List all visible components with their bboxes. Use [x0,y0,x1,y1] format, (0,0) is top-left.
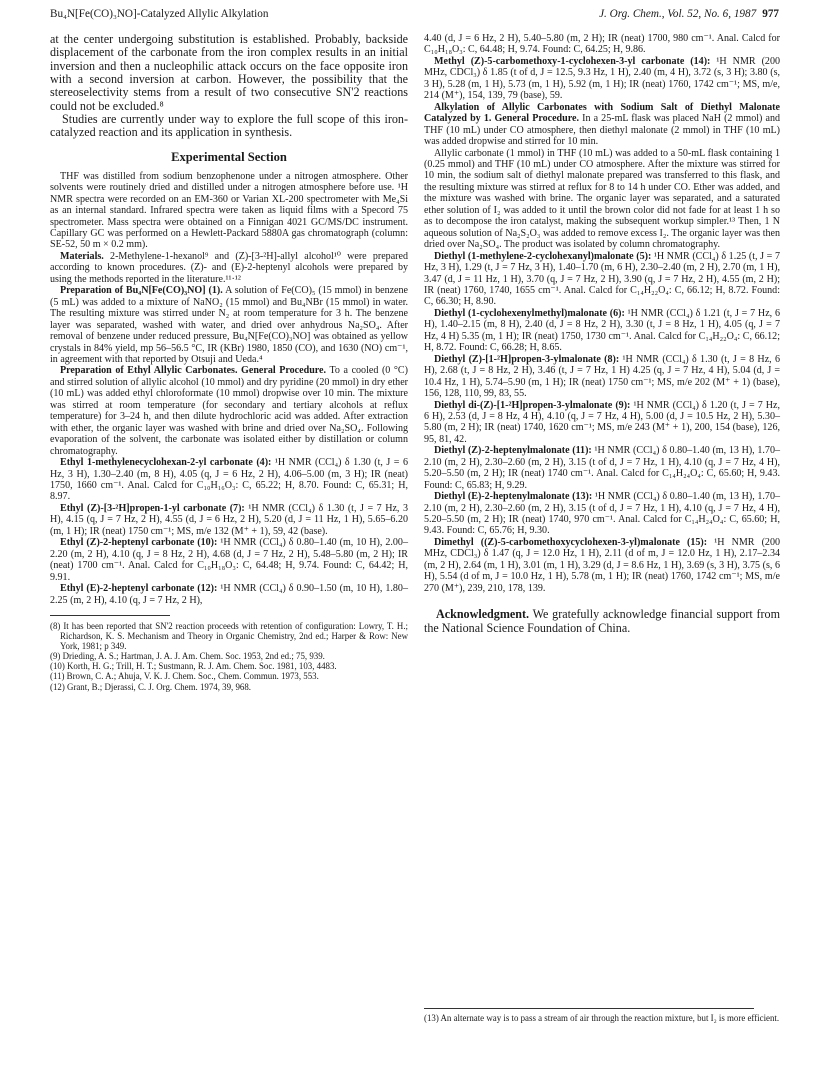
journal-citation: J. Org. Chem., Vol. 52, No. 6, 1987 [599,8,757,20]
footnote: (9) Drieding, A. S.; Hartman, J. A. J. Am. Chem. Soc. 1953, 2nd ed.; 75, 939. [50,651,325,662]
paragraph-materials [50,251,408,285]
acknowledgment-text: We gratefully acknowledge financial support from the National Science Foundation of China. [424,607,780,635]
compound-data: ¹H NMR (CCl₄) δ 1.30 (t, J = 7 Hz, 3 H), 4.15 (q, J = 7 Hz, 2 H), 4.55 (d, J = 6 Hz, 2 H), 5.20 (d, J = 11 Hz, 1 H), 5.65–6.20 (m, 1 H); IR (neat) 1750 cm⁻¹; MS, m/e 132 (M⁺ + 1), 59, 42 (base). [50,502,409,537]
paragraph-continued [424,33,780,56]
compound-name: Ethyl (Z)-2-heptenyl carbonate (10): [60,537,218,549]
compound-data: ¹H NMR (CCl₄) δ 0.90–1.50 (m, 10 H), 1.80–2.25 (m, 2 H), 4.10 (q, J = 7 Hz, 2 H), [50,583,408,606]
body-paragraph: at the center undergoing substitution is established. Probably, backside displacement of the carbonate from the iron complex results in an initial inversion and then a nucleophilic attack occurs on the face opposite iron with a second inversion at carbon. However, the possibility that the stereoselectivity stems from a result of two consecutive SN'2 reactions could not be excluded.⁸ [50,32,408,113]
footnote: (10) Korth, H. G.; Trill, H. T.; Sustmann, R. J. Am. Chem. Soc. 1981, 103, 4483. [50,661,337,672]
footnote-divider [424,1008,754,1009]
right-footnotes [424,1008,780,1023]
compound-data: ¹H NMR (200 MHz, CDCl₃) δ 1.85 (t of d, J = 12.5, 9.3 Hz, 1 H), 2.40 (m, 4 H), 3.72 (s, 3 H); 3.80 (s, 3 H), 5.28 (m, 1 H), 5.73 (m, 1 H), 5.92 (m, 1 H); IR (neat) 1760, 1742 cm⁻¹; MS, m/e, 214 (M⁺), 154, 139, 79 (base), 59. [424,55,780,102]
compound-name: Ethyl (Z)-[3-²H]propen-1-yl carbonate (7): [60,502,245,514]
paragraph-compound-10 [50,537,408,583]
compound-name: Dimethyl ((Z)-5-carbomethoxycyclohexen-3-yl)malonate (15): [434,536,708,548]
body-paragraph: Studies are currently under way to explore the full scope of this iron-catalyzed reaction and its application in synthesis. [50,112,408,140]
paragraph-compound-7 [50,503,408,537]
paragraph-head: Materials. [60,250,104,262]
running-head [50,8,779,24]
footnote: (11) Brown, C. A.; Ahuja, V. K. J. Chem. Soc., Chem. Commun. 1973, 553. [50,671,319,682]
compound-name: Diethyl (1-cyclohexenylmethyl)malonate (6): [434,307,625,319]
compound-data: ¹H NMR (CCl₄) δ 1.30 (t, J = 6 Hz, 3 H), 1.30–2.40 (m, 8 H), 4.05 (q, J = 6 Hz, 2 H), 4.06–5.00 (m, 3 H); IR (neat) 1750, 1660 cm⁻¹. Anal. Calcd for C₁₀H₁₆O₃: C, 65.22; H, 8.70. Found: C, 65.31; H, 8.97. [50,457,408,503]
acknowledgment-head: Acknowledgment. [436,607,530,622]
compound-name: Diethyl (1-methylene-2-cyclohexanyl)malonate (5): [434,250,652,262]
paragraph-prep-1 [50,285,408,365]
paragraph-compound-9 [424,400,780,446]
paragraph-compound-15 [424,537,780,594]
compound-data: ¹H NMR (CCl₄) δ 0.80–1.40 (m, 13 H), 1.70–2.10 (m, 2 H), 2.30–2.60 (m, 2 H), 3.15 (t of d, J = 7 Hz, 1 H), 4.10 (q, J = 7 Hz, 4 H), 5.20–5.50 (m, 2 H); IR (neat) 1740, 970 cm⁻¹. Anal. Calcd for C₁₄H₂₄O₄: C, 65.60; H, 9.43. Found: C, 65.76; H, 9.30. [424,491,780,537]
footnotes [50,621,408,692]
footnote: (13) An alternate way is to pass a stream of air through the reaction mixture, but I₂ is more efficient. [424,1013,780,1023]
paragraph-compound-11 [424,445,780,491]
paragraph-text: To a cooled (0 °C) and stirred solution of allylic alcohol (10 mmol) and dry pyridine (20 mmol) in dry ether (10 mL) was added ethyl chloroformate (10 mmol) dropwise over 10 min. The mixture was stirred at room temperature (for secondary and tertiary alcohols at reflux temperature) for 3–24 h, and then dilute hydrochloric acid was added. After extraction with ether, the organic layer was washed with brine and dried over Na₂SO₄. Following evaporation of the solvent, the carbonate was isolated either by distillation or column chromatography. [50,365,408,457]
paragraph-compound-6 [424,308,780,354]
paragraph-head: Alkylation of Allylic Carbonates with Sodium Salt of Diethyl Malonate Catalyzed by 1. General Procedure. [424,101,780,125]
footnote: (8) It has been reported that SN'2 reaction proceeds with retention of configuration: Lowry, T. H.; Richardson, K. S. Mechanism and Theory in Organic Chemistry, 2nd ed.; Harper & Row: New York, 1981; p 349. [50,620,408,652]
compound-data: ¹H NMR (200 MHz, CDCl₃) δ 1.47 (q, J = 12.0 Hz, 1 H), 2.11 (d of m, J = 12.0 Hz, 1 H), 2.17–2.34 (m, 2 H), 2.64 (m, 1 H), 3.01 (m, 1 H), 3.29 (d, J = 8.6 Hz, 1 H), 3.69 (s, 3 H), 3.75 (s, 6 H), 5.54 (d of m, J = 10.0 Hz, 1 H), 5.78 (m, 1 H); IR (neat) 1760, 1742 cm⁻¹; MS, m/e 270 (M⁺), 239, 210, 178, 139. [424,536,781,594]
footnote-divider [50,615,170,616]
paragraph-head: Preparation of Bu₄N[Fe(CO)₃NO] (1). [60,285,223,297]
paragraph-compound-13 [424,491,780,537]
paragraph-text: In a 25-mL flask was placed NaH (2 mmol) and THF (10 mL) under CO atmosphere, then diethyl malonate (2 mmol) in THF (10 mL) was added dropwise and stirred for 10 min. [424,113,780,148]
compound-name: Methyl (Z)-5-carbomethoxy-1-cyclohexen-3-yl carbonate (14): [434,55,711,67]
compound-name: Ethyl 1-methylenecyclohexan-2-yl carbonate (4): [60,457,272,469]
paragraph-compound-5 [424,251,780,308]
compound-data: ¹H NMR (CCl₄) δ 1.20 (t, J = 7 Hz, 6 H), 2.53 (d, J = 8 Hz, 4 H), 4.10 (q, J = 7 Hz, 4 H), 5.00 (d, J = 10.5 Hz, 2 H), 5.30–5.80 (m, 2 H); IR (neat) 1740, 1620 cm⁻¹; MS, m/e 243 (M⁺ + 1), 200, 154 (base), 126, 95, 81, 42. [424,399,780,445]
paragraph-prep-carbonates [50,365,408,457]
paragraph-general [50,171,408,251]
running-head-title: Bu₄N[Fe(CO)₃NO]-Catalyzed Allylic Alkylation [50,8,269,20]
paragraph-head: Preparation of Ethyl Allylic Carbonates. General Procedure. [60,365,327,377]
paragraph-alkylation [424,102,780,148]
paragraph-alkylation-2 [424,148,780,251]
paragraph-text: THF was distilled from sodium benzophenone under a nitrogen atmosphere. Other solvents were routinely dried and distilled under a nitrogen atmosphere before use. ¹H NMR spectra were recorded on an EM-360 or Varian XL-200 spectrometer with Me₄Si as an internal standard. Infrared spectra were taken as liquid films with a Specord 75 spectrometer. Mass spectra were obtained on a Finnigan 4021 GC/MS/DC instrument. Capillary GC was performed on a Hewlett-Packard 5880A gas chromatograph (column: SE-52, 50 m × 0.2 mm). [50,170,408,251]
paragraph-compound-12 [50,583,408,606]
compound-data: ¹H NMR (CCl₄) δ 1.21 (t, J = 7 Hz, 6 H), 1.40–2.15 (m, 8 H), 2.40 (d, J = 8 Hz, 2 H), 3.30 (t, J = 8 Hz, 1 H), 4.05 (q, J = 7 Hz, 4 H) 5.35 (m, 1 H); IR (neat) 1750, 1730 cm⁻¹. Anal. Calcd for C₁₄H₂₂O₄: C, 66.12; H, 8.72. Found: C, 66.28; H, 8.65. [424,307,780,354]
paragraph-text: 2-Methylene-1-hexanol⁹ and (Z)-[3-²H]-allyl alcohol¹⁰ were prepared according to known procedures. (Z)- and (E)-2-heptenyl alcohols were prepared by using the methods reported in the literature.¹¹·¹² [50,250,408,285]
compound-data: ¹H NMR (CCl₄) δ 0.80–1.40 (m, 13 H), 1.70–2.10 (m, 2 H), 2.30–2.60 (m, 2 H), 3.15 (t of d, J = 7 Hz, 1 H), 4.10 (q, J = 7 Hz, 4 H), 5.20–5.50 (m, 2 H); IR (neat) 1740 cm⁻¹. Anal. Calcd for C₁₄H₂₄O₄: C, 65.60; H, 9.43. Found: C, 65.83; H, 9.29. [424,445,780,491]
experimental-section [50,171,408,606]
compound-data: ¹H NMR (CCl₄) δ 1.30 (t, J = 8 Hz, 6 H), 2.68 (t, J = 8 Hz, 2 H), 3.46 (t, J = 7 Hz, 1 H) 4.25 (q, J = 7 Hz, 4 H), 5.04 (d, J = 10.4 Hz, 1 H), 5.74–5.90 (m, 1 H); IR (neat) 1750 cm⁻¹; MS, m/e 202 (M⁺ + 1) (base), 156, 128, 110, 99, 83, 55. [424,353,780,400]
compound-data: ¹H NMR (CCl₄) δ 1.25 (t, J = 7 Hz, 3 H), 1.29 (t, J = 7 Hz, 3 H), 1.40–1.70 (m, 6 H), 2.30–2.40 (m, 2 H), 2.70 (m, 1 H), 3.47 (d, J = 11 Hz, 1 H), 3.70 (q, J = 7 Hz, 2 H), 3.90 (q, J = 7 Hz, 2 H), 4.55 (m, 2 H); IR (neat) 1760, 1740, 1655 cm⁻¹. Anal. Calcd for C₁₄H₂₂O₄: C, 66.12; H, 8.72. Found: C, 66.30; H, 8.90. [424,250,780,308]
paragraph-text: 4.40 (d, J = 6 Hz, 2 H), 5.40–5.80 (m, 2 H); IR (neat) 1700, 980 cm⁻¹. Anal. Calcd for C₁₀H₁₈O₃: C, 64.48; H, 9.74. Found: C, 64.25; H, 9.86. [424,33,780,56]
paragraph-compound-8 [424,354,780,400]
acknowledgment [424,608,780,635]
paragraph-compound-4 [50,457,408,503]
page-number: 977 [762,8,779,20]
left-column [50,33,408,692]
compound-name: Diethyl (Z)-2-heptenylmalonate (11): [434,445,592,457]
compound-name: Diethyl (Z)-[1-²H]propen-3-ylmalonate (8): [434,353,620,365]
paragraph-text: Allylic carbonate (1 mmol) in THF (10 mL) was added to a 50-mL flask containing 1 (0.25 mmol) and THF (10 mL) under CO atmosphere. After the mixture was stirred for 10 min, the sodium salt of diethyl malonate prepared was transferred to this flask, and the resulting mixture was stirred at reflux for 8 to 14 h under CO. Ether was added, and the mixture was washed with brine. The organic layer was separated, and a saturated ether solution of I₂ was added to it until the brown color did not fade for at least 1 h so as to decompose the iron catalyst, making the subsequent workup simpler.¹³ Then, 1 N aqueous solution of Na₂S₂O₃ was added to remove excess I₂. The organic layer was then dried over Na₂SO₄. The product was isolated by column chromatography. [424,147,780,251]
footnote: (12) Grant, B.; Djerassi, C. J. Org. Chem. 1974, 39, 968. [50,681,251,692]
compound-data: ¹H NMR (CCl₄) δ 0.80–1.40 (m, 10 H), 2.00–2.20 (m, 2 H), 4.10 (q, J = 8 Hz, 2 H), 4.68 (d, J = 7 Hz, 2 H), 5.48–5.80 (m, 2 H); IR (neat) 1700 cm⁻¹. Anal. Calcd for C₁₀H₁₈O₃: C, 64.48; H, 9.74. Found: C, 64.42; H, 9.91. [50,537,408,583]
compound-name: Ethyl (E)-2-heptenyl carbonate (12): [60,583,218,595]
section-heading: Experimental Section [171,149,287,164]
paragraph-compound-14 [424,56,780,102]
running-head-citation [599,8,779,20]
compound-name: Diethyl (E)-2-heptenylmalonate (13): [434,491,593,503]
right-column [424,33,780,635]
compound-name: Diethyl di-(Z)-[1-²H]propen-3-ylmalonate (9): [434,399,631,411]
paragraph-text: A solution of Fe(CO)₅ (15 mmol) in benzene (5 mL) was added to a mixture of NaNO₂ (15 mmol) and Bu₄NBr (15 mmol) in water. The resulting mixture was stirred under N₂ at room temperature for 3 h. The benzene layer was separated, washed with water, and dried over anhydrous Na₂SO₄. After removal of benzene under reduced pressure, Bu₄N[Fe(CO)₃NO] was obtained as yellow crystals in 84% yield, mp 56–56.5 °C, IR (KBr) 1980, 1850 (CO), and 1630 (NO) cm⁻¹, in agreement with that reported by Otsuji and Ueda.⁴ [50,285,408,365]
